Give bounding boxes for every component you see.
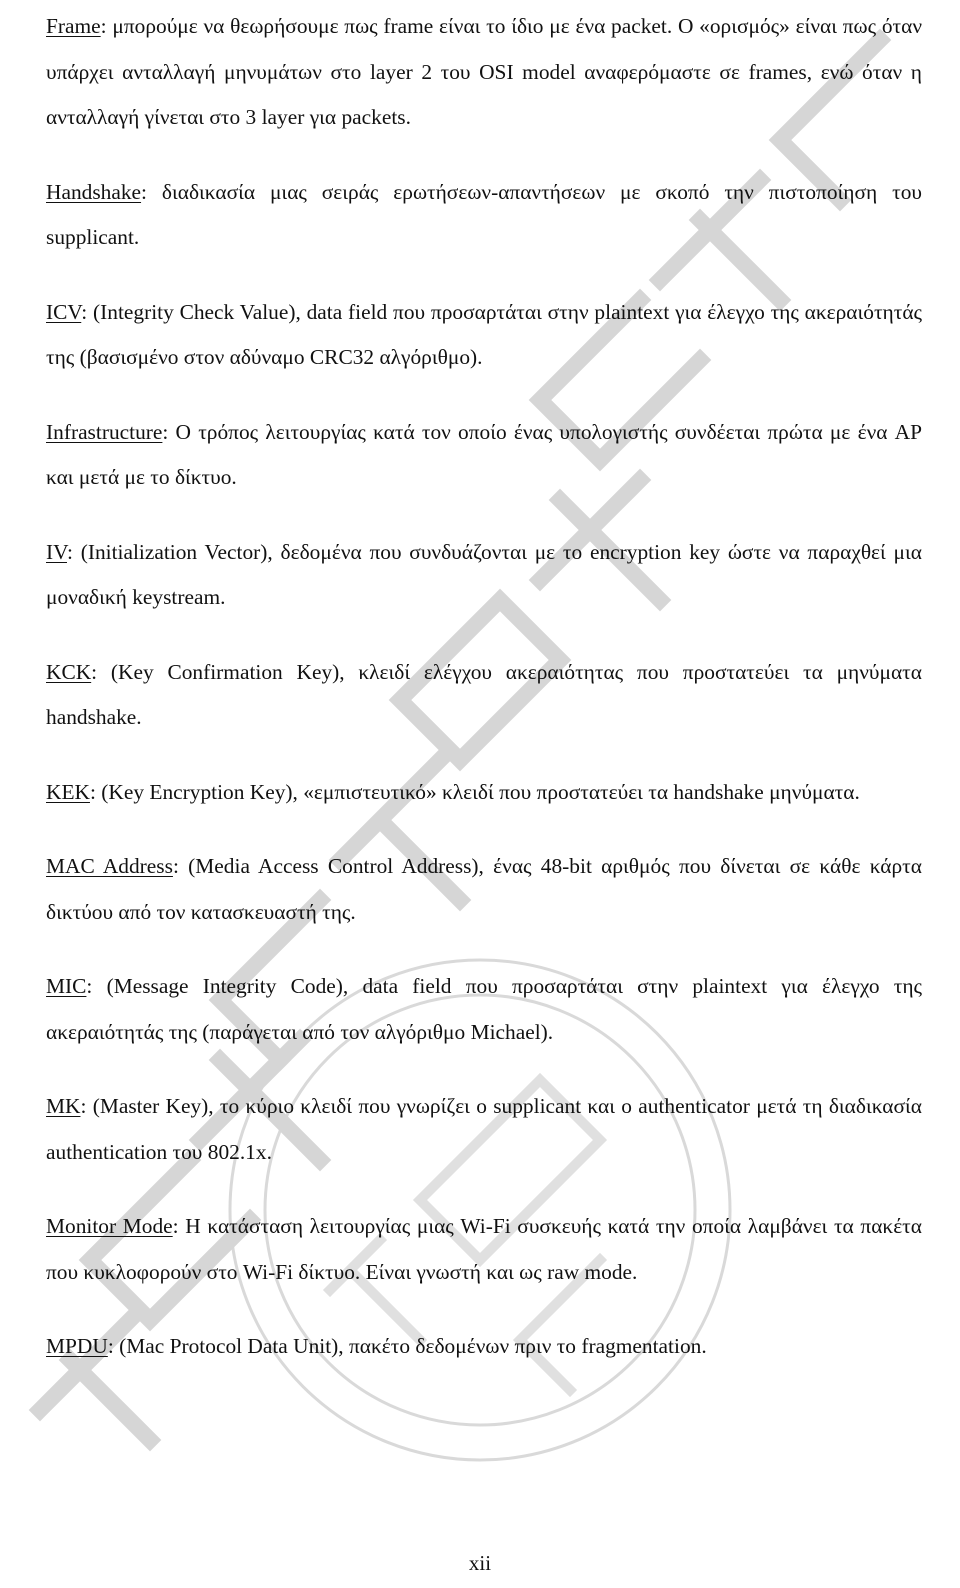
glossary-term: KEK [46, 779, 90, 804]
glossary-term: ICV [46, 299, 82, 324]
term-separator: : [80, 1094, 87, 1118]
term-separator: : [141, 179, 147, 204]
term-separator: : [91, 659, 98, 684]
glossary-entry-mic [46, 964, 922, 1055]
term-separator: : [89, 779, 96, 804]
glossary-term: KCK [46, 659, 92, 684]
glossary-definition: (Mac Protocol Data Unit), πακέτο δεδομένων πριν το fragmentation. [113, 1334, 707, 1358]
glossary-entry-kck [46, 650, 922, 741]
glossary-term: MPDU [46, 1334, 108, 1358]
glossary-definition: (Integrity Check Value), data field που προσαρτάται στην plaintext για έλεγχο της ακεραιότητάς της (βασισμένο στον αδύναμο CRC32 αλγόριθμο). [46, 299, 922, 369]
glossary-definition: (Key Confirmation Key), κλειδί ελέγχου ακεραιότητας που προστατεύει τα μηνύματα handshake. [46, 659, 922, 729]
term-separator: : [66, 539, 73, 564]
page-number: xii [468, 1551, 492, 1575]
glossary-definition: Ο τρόπος λειτουργίας κατά τον οποίο ένας υπολογιστής συνδέεται πρώτα με ένα AP και μετά με το δίκτυο. [46, 419, 922, 489]
glossary-term: MK [46, 1094, 81, 1118]
glossary-entry-icv [46, 290, 922, 381]
glossary-entry-infrastructure [46, 410, 922, 501]
glossary-term: Infrastructure [46, 419, 163, 444]
glossary-entry-mk [46, 1084, 922, 1175]
term-separator: : [100, 14, 107, 38]
term-separator: : [86, 974, 93, 998]
glossary-term: IV [46, 539, 67, 564]
glossary-entry-mac-address [46, 844, 922, 935]
glossary-definition: (Message Integrity Code), data field που προσαρτάται στην plaintext για έλεγχο της ακεραιότητάς της (παράγεται από τον αλγόριθμο Michael). [46, 974, 922, 1044]
glossary-definition: (Key Encryption Key), «εμπιστευτικό» κλειδί που προστατεύει τα handshake μηνύματα. [95, 779, 860, 804]
glossary-term: MIC [46, 974, 87, 998]
glossary-definition: (Initialization Vector), δεδομένα που συνδυάζονται με το encryption key ώστε να παραχθεί μια μοναδική keystream. [46, 539, 922, 609]
glossary-entry-monitor-mode [46, 1204, 922, 1295]
term-separator: : [162, 419, 169, 444]
glossary-entry-handshake [46, 170, 922, 261]
glossary [46, 4, 922, 1399]
glossary-entry-kek [46, 770, 922, 816]
glossary-entry-iv [46, 530, 922, 621]
term-separator: : [172, 1214, 179, 1238]
glossary-term: Frame [46, 14, 101, 38]
glossary-definition: μπορούμε να θεωρήσουμε πως frame είναι το ίδιο με ένα packet. Ο «ορισμός» είναι πως όταν υπάρχει ανταλλαγή μηνυμάτων στο layer 2 του OSI model αναφερόμαστε σε frames, ενώ όταν η ανταλλαγή γίνεται στο 3 layer για packets. [46, 14, 922, 129]
glossary-term: Handshake [46, 179, 142, 204]
term-separator: : [172, 854, 179, 878]
glossary-definition: (Master Key), το κύριο κλειδί που γνωρίζει ο supplicant και ο authenticator μετά τη διαδικασία authentication του 802.1x. [46, 1094, 922, 1164]
term-separator: : [107, 1334, 114, 1358]
glossary-term: MAC Address [46, 854, 173, 878]
glossary-entry-frame [46, 4, 922, 141]
glossary-term: Monitor Mode [46, 1214, 173, 1238]
glossary-entry-mpdu [46, 1324, 922, 1370]
glossary-definition: διαδικασία μιας σειράς ερωτήσεων-απαντήσεων με σκοπό την πιστοποίηση του supplicant. [46, 179, 922, 249]
term-separator: : [81, 299, 88, 324]
glossary-definition: (Media Access Control Address), ένας 48-bit αριθμός που δίνεται σε κάθε κάρτα δικτύου από τον κατασκευαστή της. [46, 854, 922, 924]
glossary-definition: Η κατάσταση λειτουργίας μιας Wi-Fi συσκευής κατά την οποία λαμβάνει τα πακέτα που κυκλοφορούν στο Wi-Fi δίκτυο. Είναι γνωστή και ως raw mode. [46, 1214, 922, 1284]
